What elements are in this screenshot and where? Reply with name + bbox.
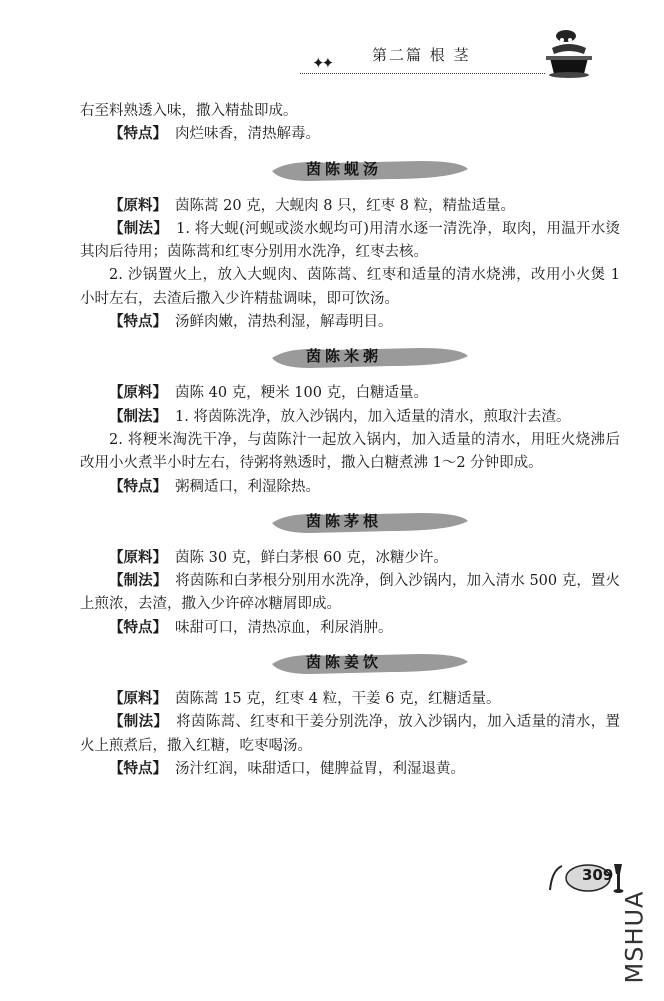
section-title-banner bbox=[80, 646, 620, 680]
ingredients-text: 茵陈蒿 20 克，大蚬肉 8 只，红枣 8 粒，精盐适量。 bbox=[175, 197, 516, 214]
method-line bbox=[80, 570, 620, 617]
method-step-2: 2. 将粳米淘洗干净，与茵陈汁一起放入锅内，加入适量的清水，用旺火烧沸后改用小火煮半小时左右，待粥将熟透时，撒入白糖煮沸 1～2 分钟即成。 bbox=[80, 431, 620, 472]
method-step-1: 将茵陈和白茅根分别用水洗净，倒入沙锅内，加入清水 500 克，置火上煎浓，去渣，撒入少许碎冰糖屑即成。 bbox=[80, 573, 620, 613]
ingredients-label: 【原料】 bbox=[109, 197, 167, 214]
ingredients-label: 【原料】 bbox=[109, 691, 167, 708]
section-title: 茵陈茅根 bbox=[306, 511, 383, 530]
feature-label: 【特点】 bbox=[109, 314, 167, 331]
recipe-page-content bbox=[80, 100, 620, 781]
feature-label: 【特点】 bbox=[109, 760, 167, 777]
ingredients-line bbox=[80, 195, 620, 218]
intro-text: 右至料熟透入味，撒入精盐即成。 bbox=[80, 103, 298, 119]
feature-label: 【特点】 bbox=[109, 126, 167, 143]
section-title: 茵陈姜饮 bbox=[306, 653, 383, 672]
method-label: 【制法】 bbox=[109, 408, 167, 425]
chapter-title: 第二篇 根 茎 bbox=[372, 46, 471, 64]
feature-text: 汤汁红润，味甜适口，健脾益胃，利湿退黄。 bbox=[175, 760, 465, 777]
running-header bbox=[300, 26, 630, 86]
method-step-1: 将茵陈蒿、红枣和干姜分别洗净，放入沙锅内，加入适量的清水，置火上煎煮后，撒入红糖，吃枣喝汤。 bbox=[80, 714, 621, 754]
ingredients-label: 【原料】 bbox=[109, 549, 167, 566]
method-line bbox=[80, 406, 620, 429]
feature-text: 肉烂味香，清热解毒。 bbox=[175, 126, 320, 143]
star-ornament-icon: ✦✦ bbox=[312, 54, 332, 72]
method-step-1: 1. 将大蚬(河蚬或淡水蚬均可)用清水逐一清洗净，取肉，用温开水烫其肉后待用；茵陈蒿和红枣分别用水洗净，红枣去核。 bbox=[80, 220, 620, 261]
watermark-text: MSHUA bbox=[620, 890, 649, 984]
feature-text: 味甜可口，清热凉血，利尿消肿。 bbox=[175, 619, 393, 636]
section-title: 茵陈米粥 bbox=[306, 347, 383, 366]
intro-feature bbox=[80, 123, 620, 146]
ingredients-text: 茵陈 40 克，粳米 100 克，白糖适量。 bbox=[175, 385, 429, 402]
ingredients-line bbox=[80, 382, 620, 405]
feature-text: 汤鲜肉嫩，清热利湿，解毒明目。 bbox=[175, 314, 393, 331]
section-title: 茵陈蚬汤 bbox=[306, 159, 383, 178]
ingredients-text: 茵陈 30 克，鲜白茅根 60 克，冰糖少许。 bbox=[175, 549, 448, 566]
watermark bbox=[620, 885, 660, 995]
feature-line bbox=[80, 758, 620, 781]
method-label: 【制法】 bbox=[109, 220, 169, 237]
feature-line bbox=[80, 311, 620, 334]
section-title-banner bbox=[80, 505, 620, 539]
ingredients-label: 【原料】 bbox=[109, 385, 167, 402]
page-number: 309 bbox=[582, 866, 614, 884]
chef-pot-icon bbox=[544, 26, 594, 81]
method-label: 【制法】 bbox=[109, 714, 169, 731]
method-line bbox=[80, 711, 620, 758]
method-step-2: 2. 沙锅置火上，放入大蚬肉、茵陈蒿、红枣和适量的清水烧沸，改用小火煲 1 小时左右，去渣后撒入少许精盐调味，即可饮汤。 bbox=[80, 267, 620, 307]
feature-line bbox=[80, 617, 620, 640]
feature-label: 【特点】 bbox=[109, 619, 167, 636]
header-rule bbox=[300, 73, 545, 74]
section-title-banner bbox=[80, 153, 620, 187]
feature-label: 【特点】 bbox=[109, 478, 167, 495]
ingredients-text: 茵陈蒿 15 克，红枣 4 粒，干姜 6 克，红糖适量。 bbox=[175, 691, 501, 708]
ingredients-line bbox=[80, 547, 620, 570]
method-step-1: 1. 将茵陈洗净，放入沙锅内，加入适量的清水，煎取汁去渣。 bbox=[175, 408, 571, 425]
feature-line bbox=[80, 476, 620, 499]
method-label: 【制法】 bbox=[109, 573, 168, 590]
feature-text: 粥稠适口，利湿除热。 bbox=[175, 478, 320, 495]
section-title-banner bbox=[80, 340, 620, 374]
method-line bbox=[80, 218, 620, 265]
ingredients-line bbox=[80, 688, 620, 711]
